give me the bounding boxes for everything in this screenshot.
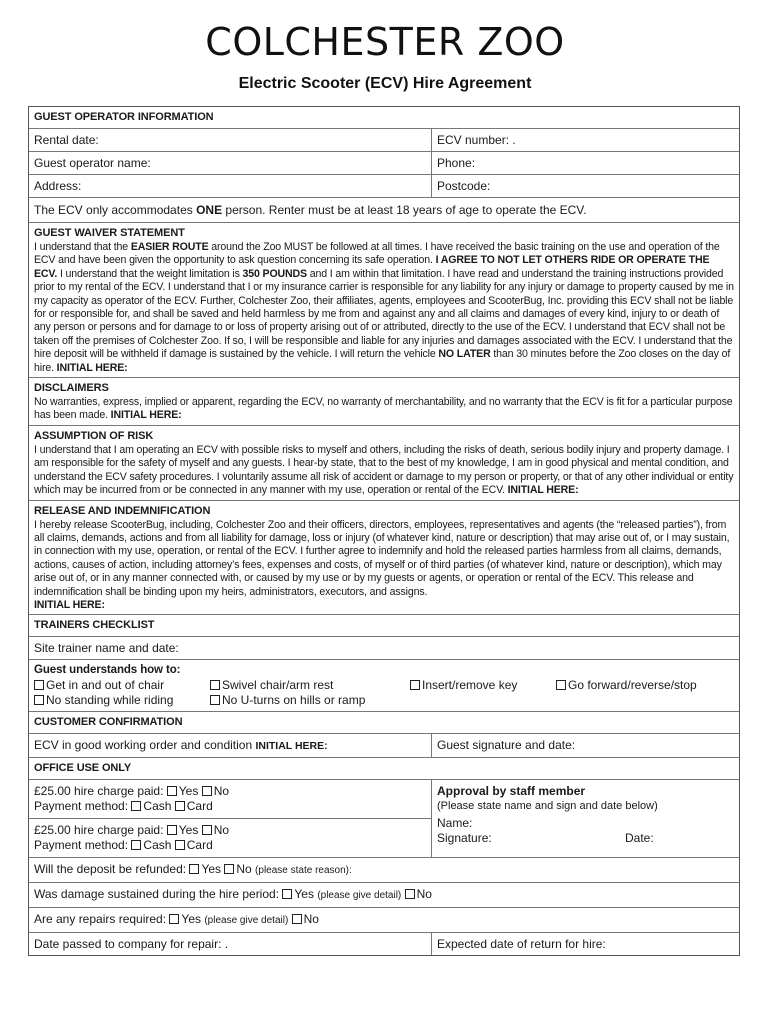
checkbox-icon[interactable] (34, 680, 44, 690)
site-trainer-field[interactable]: Site trainer name and date: (34, 641, 179, 656)
waiver-b3: 350 POUNDS (242, 267, 307, 280)
address-field[interactable]: Address: (29, 175, 432, 197)
capacity-note (29, 198, 739, 222)
site-trainer-row (29, 637, 739, 660)
repairs-detail-note: (please give detail) (204, 915, 289, 927)
release-section (29, 501, 739, 615)
waiver-t5: than 30 minutes before the Zoo closes on the day of hire. (34, 348, 731, 374)
checkbox-icon[interactable] (167, 786, 177, 796)
approval-heading: Approval by staff member (437, 784, 586, 799)
waiver-t2: around the Zoo MUST be followed at all times. I have received the basic training on the use and operation of the ECV and have been given the opportunity to ask question concerning its safe operation. (34, 241, 720, 267)
chk-insert-key[interactable] (410, 678, 556, 693)
chk-no-standing[interactable] (34, 693, 210, 708)
charge-label-2: £25.00 hire charge paid: (34, 823, 164, 838)
capacity-text-c: person. Renter must be at least 18 years of age to operate the ECV. (222, 203, 587, 217)
chk-get-in-out[interactable] (34, 678, 210, 693)
repairs-no-label: No (303, 912, 319, 927)
approval-signature-field[interactable]: Signature: (437, 831, 492, 846)
cash-label-1: Cash (143, 799, 172, 814)
waiver-t1: I understand that the (34, 241, 131, 253)
working-order-label: ECV in good working order and condition (34, 738, 256, 753)
checkbox-icon[interactable] (175, 801, 185, 811)
deposit-reason-note: (please state reason): (255, 865, 352, 877)
ecv-number-field[interactable]: ECV number: . (437, 133, 516, 147)
waiver-b1: EASIER ROUTE (130, 241, 209, 253)
checkbox-icon[interactable] (169, 914, 179, 924)
expected-return-field[interactable]: Expected date of return for hire: (437, 937, 606, 952)
waiver-t3: I understand that the weight limitation is (57, 267, 243, 280)
approval-name-field[interactable]: Name: (437, 816, 473, 831)
approval-block (432, 780, 739, 857)
checkbox-icon[interactable] (224, 864, 234, 874)
release-text: I hereby release ScooterBug, including, Colchester Zoo and their officers, directors, employees, representatives and agents (the “released parties”), from all claims, demands, actions and from all liability for damage, loss or injury (of whatever kind, nature or description) that may arise out of, or I may sustain, in connection with my use, operation, or rental of the ECV. I further agree to indemnify and hold the released parties harmless from all claims, demands, actions, causes of action, including attorney’s fees, expenses and costs, of myself or of third parties (of whatever kind, nature or description), which may arise out of, or in any manner connected with, or caused by my use or by my guests or agents, or operation or rental of the ECV. This release and indemnification shall be binding upon my heirs, administrators, executors, and assigns. (34, 518, 730, 598)
office-header: OFFICE USE ONLY (34, 762, 132, 775)
risk-header: ASSUMPTION OF RISK (34, 429, 154, 442)
working-order-field[interactable] (29, 734, 432, 757)
checklist-section (29, 660, 739, 711)
repairs-yes-label: Yes (181, 912, 201, 927)
repairs-label: Are any repairs required: (34, 912, 167, 927)
risk-initial[interactable]: INITIAL HERE: (507, 484, 579, 497)
disclaimers-section (29, 378, 739, 425)
capacity-text-a: The ECV only accommodates (34, 203, 197, 217)
rental-date-field[interactable]: Rental date: (29, 129, 432, 151)
checkbox-icon[interactable] (131, 801, 141, 811)
colchester-zoo-logo: COLCHESTER ZOO (205, 20, 565, 64)
checklist-row (29, 660, 739, 712)
waiver-t4: and I am within that limitation. I have read and understand the training instructions provided prior to my rental of the ECV. I understand that I or my insurance carrier is responsible for any liability for any injury or damage to property caused by me in my capacity as operator of the ECV. Further, Colchester Zoo, their affiliates, agents, employees and ScooterBug, Inc. providing this ECV shall not be liable for or responsible for, and shall be saved and held harmless by me from and against any and all claims and damages of every kind, injury to or death of any person or persons and for damage to or loss of property arising out of or attributed, directly to the use of the ECV. I understand that ECV shall not be taken off the premises of Colchester Zoo. If so, I will be responsible and liable for any injuries and damages associated with the ECV. I understand that the hire deposit will be withheld if damage is sustained by the vehicle. I will return the vehicle (34, 267, 734, 361)
postcode-field[interactable]: Postcode: (437, 179, 491, 193)
confirmation-initial[interactable]: INITIAL HERE: (255, 740, 328, 753)
checkbox-icon[interactable] (34, 695, 44, 705)
release-initial[interactable]: INITIAL HERE: (34, 598, 105, 611)
deposit-row (29, 858, 739, 883)
waiver-header: GUEST WAIVER STATEMENT (34, 227, 185, 239)
checklist-line-1 (34, 678, 734, 693)
disclaimers-initial[interactable]: INITIAL HERE: (110, 409, 182, 422)
no-label-1: No (213, 784, 230, 799)
approval-note: (Please state name and sign and date below) (437, 800, 658, 813)
trainers-header-row (29, 615, 739, 637)
damage-no-label: No (416, 887, 432, 902)
chk-insert-key-label: Insert/remove key (422, 678, 518, 693)
waiver-b2: I AGREE TO NOT LET OTHERS RIDE OR OPERATE THE ECV. (34, 254, 710, 280)
rental-row (29, 129, 739, 152)
checkbox-icon[interactable] (167, 825, 177, 835)
risk-body: I understand that I am operating an ECV with possible risks to myself and others, including the risks of death, serious bodily injury and property damage. I am responsible for the safety of myself and any guests. I hear-by state, that to the best of my knowledge, I am in good physical and mental condition, and understand the ECV safety procedures. I voluntarily assume all risk of accident or damage to my person or property, or that of any other individual or entity which may be incurred from or be connected in any manner with my use, operation or rental of the ECV. (34, 443, 734, 497)
yes-label-2: Yes (178, 823, 199, 838)
risk-section (29, 426, 739, 500)
no-label-2: No (213, 823, 230, 838)
checklist-line-2 (34, 693, 734, 708)
capacity-row (29, 198, 739, 223)
hire-agreement-form (28, 106, 740, 956)
chk-go-forward[interactable] (556, 678, 697, 693)
checkbox-icon[interactable] (210, 680, 220, 690)
charge-label-1: £25.00 hire charge paid: (34, 784, 164, 799)
payment-blocks (29, 780, 432, 857)
guest-name-field[interactable]: Guest operator name: (29, 152, 432, 174)
checkbox-icon[interactable] (210, 695, 220, 705)
guest-operator-header: GUEST OPERATOR INFORMATION (34, 111, 214, 123)
confirmation-header-row (29, 712, 739, 734)
document-title: Electric Scooter (ECV) Hire Agreement (238, 75, 532, 92)
checkbox-icon[interactable] (556, 680, 566, 690)
deposit-question (29, 858, 739, 882)
deposit-label: Will the deposit be refunded: (34, 862, 187, 877)
approval-date-field[interactable]: Date: (625, 831, 654, 846)
repairs-row (29, 908, 739, 933)
office-payment-row (29, 780, 739, 858)
chk-swivel-chair[interactable] (210, 678, 410, 693)
capacity-text-one: ONE (196, 203, 223, 217)
name-row (29, 152, 739, 175)
risk-text (34, 444, 734, 498)
deposit-yes-label: Yes (201, 862, 222, 877)
checkbox-icon[interactable] (405, 889, 415, 899)
repair-dates-row (29, 933, 739, 955)
confirmation-header: CUSTOMER CONFIRMATION (34, 716, 183, 729)
payment-label-2: Payment method: (34, 838, 129, 853)
checkbox-icon[interactable] (202, 825, 212, 835)
waiver-section (29, 223, 739, 377)
card-label-1: Card (186, 799, 213, 814)
phone-field[interactable]: Phone: (437, 156, 476, 170)
risk-row (29, 426, 739, 501)
card-label-2: Card (186, 838, 213, 853)
damage-row (29, 883, 739, 908)
confirmation-row (29, 734, 739, 758)
damage-label: Was damage sustained during the hire period: (34, 887, 280, 902)
checkbox-icon[interactable] (189, 864, 199, 874)
checkbox-icon[interactable] (131, 840, 141, 850)
chk-no-uturns[interactable] (210, 693, 365, 708)
guest-operator-header-row (29, 107, 739, 129)
address-row (29, 175, 739, 198)
cash-label-2: Cash (143, 838, 172, 853)
damage-question (29, 883, 739, 907)
damage-detail-note: (please give detail) (317, 890, 402, 902)
disclaimers-body: No warranties, express, implied or apparent, regarding the ECV, no warranty of merchantability, and no warranty that the ECV is fit for a particular purpose has been made. (34, 396, 733, 422)
waiver-initial[interactable]: INITIAL HERE: (56, 361, 128, 374)
date-passed-field[interactable]: Date passed to company for repair: . (29, 933, 432, 955)
payment-label-1: Payment method: (34, 799, 129, 814)
chk-no-uturns-label: No U-turns on hills or ramp (222, 693, 366, 708)
checkbox-icon[interactable] (202, 786, 212, 796)
disclaimers-text (34, 396, 734, 423)
approval-signature-line (437, 831, 734, 846)
office-header-row (29, 758, 739, 780)
release-header: RELEASE AND INDEMNIFICATION (34, 504, 211, 517)
chk-swivel-chair-label: Swivel chair/arm rest (222, 678, 334, 693)
chk-no-standing-label: No standing while riding (46, 693, 174, 708)
guest-signature-field[interactable]: Guest signature and date: (437, 738, 576, 753)
checkbox-icon[interactable] (410, 680, 420, 690)
repairs-question (29, 908, 739, 932)
trainers-header: TRAINERS CHECKLIST (34, 619, 155, 632)
waiver-text (34, 241, 734, 375)
checkbox-icon[interactable] (282, 889, 292, 899)
payment-block-1 (29, 780, 431, 819)
disclaimers-header: DISCLAIMERS (34, 382, 109, 395)
yes-label-1: Yes (178, 784, 199, 799)
understands-label: Guest understands how to: (34, 664, 181, 677)
checkbox-icon[interactable] (292, 914, 302, 924)
chk-go-forward-label: Go forward/reverse/stop (568, 678, 697, 693)
deposit-no-label: No (236, 862, 252, 877)
release-row (29, 501, 739, 616)
chk-get-in-out-label: Get in and out of chair (46, 678, 165, 693)
waiver-b4: NO LATER (438, 348, 491, 361)
waiver-row (29, 223, 739, 378)
checkbox-icon[interactable] (175, 840, 185, 850)
disclaimers-row (29, 378, 739, 426)
damage-yes-label: Yes (294, 887, 314, 902)
payment-block-2 (29, 819, 431, 857)
